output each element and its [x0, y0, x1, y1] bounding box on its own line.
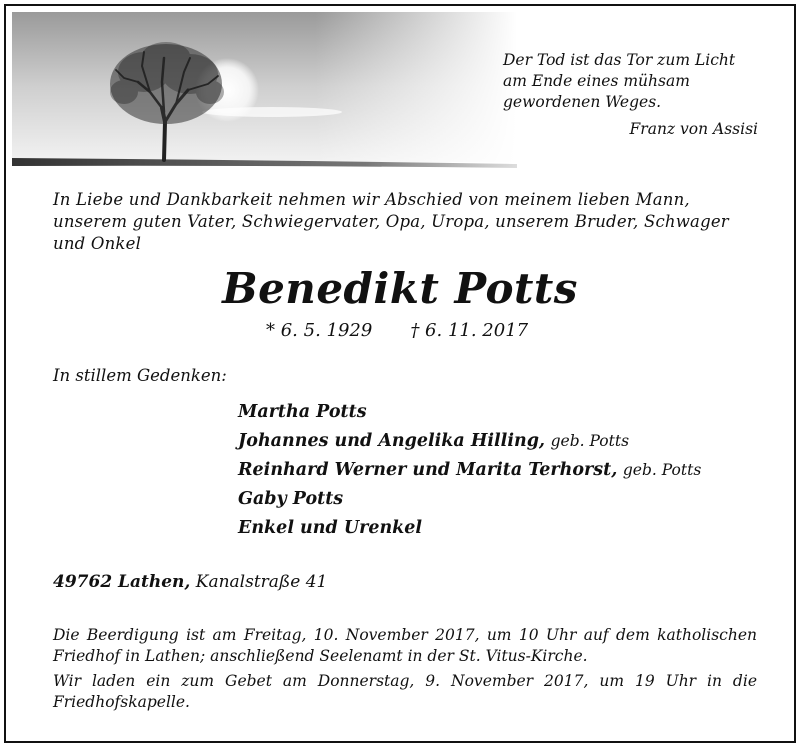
mourner-note: geb. Potts — [622, 461, 702, 479]
funeral-info — [53, 625, 757, 717]
mourner-name: Gaby Potts — [238, 489, 344, 509]
prayer-text: Wir laden ein zum Gebet am Donnerstag, 9. November 2017, um 19 Uhr in die Friedhofskapelle. — [53, 672, 757, 711]
list-item — [238, 514, 778, 543]
life-dates — [266, 320, 596, 341]
address-street: Kanalstraße 41 — [195, 572, 328, 592]
mourner-name: Enkel und Urenkel — [238, 518, 423, 538]
list-item — [238, 456, 778, 485]
intro-line: und Onkel — [53, 234, 142, 253]
mourner-name: Reinhard Werner und Marita Terhorst, — [238, 460, 618, 480]
intro-line: unserem guten Vater, Schwiegervater, Opa, Uropa, unserem Bruder, Schwager — [53, 212, 729, 231]
tree-illustration — [12, 12, 517, 172]
address — [53, 572, 327, 592]
list-item — [238, 427, 778, 456]
quote-author: Franz von Assisi — [629, 120, 758, 138]
birth-date: * 6. 5. 1929 — [266, 320, 373, 341]
mourner-name: Johannes und Angelika Hilling, — [238, 431, 546, 451]
obituary-notice — [4, 4, 796, 743]
list-item — [238, 485, 778, 514]
memory-heading: In stillem Gedenken: — [53, 366, 227, 385]
quote-line: gewordenen Weges. — [503, 93, 662, 111]
quote-line: Der Tod ist das Tor zum Licht — [503, 51, 736, 69]
intro-line: In Liebe und Dankbarkeit nehmen wir Abschied von meinem lieben Mann, — [53, 190, 690, 209]
list-item — [238, 398, 778, 427]
deceased-name: Benedikt Potts — [222, 264, 578, 313]
death-date: † 6. 11. 2017 — [410, 320, 529, 341]
quote-block — [503, 50, 758, 140]
intro-text — [53, 189, 759, 255]
mourner-name: Martha Potts — [238, 402, 367, 422]
quote-line: am Ende eines mühsam — [503, 72, 690, 90]
address-place: 49762 Lathen, — [53, 572, 191, 592]
burial-text: Die Beerdigung ist am Freitag, 10. November 2017, um 10 Uhr auf dem katholischen Friedhof in Lathen; anschließend Seelenamt in der St. Vitus-Kirche. — [53, 626, 757, 665]
mourner-note: geb. Potts — [550, 432, 630, 450]
mourner-list — [238, 398, 778, 543]
